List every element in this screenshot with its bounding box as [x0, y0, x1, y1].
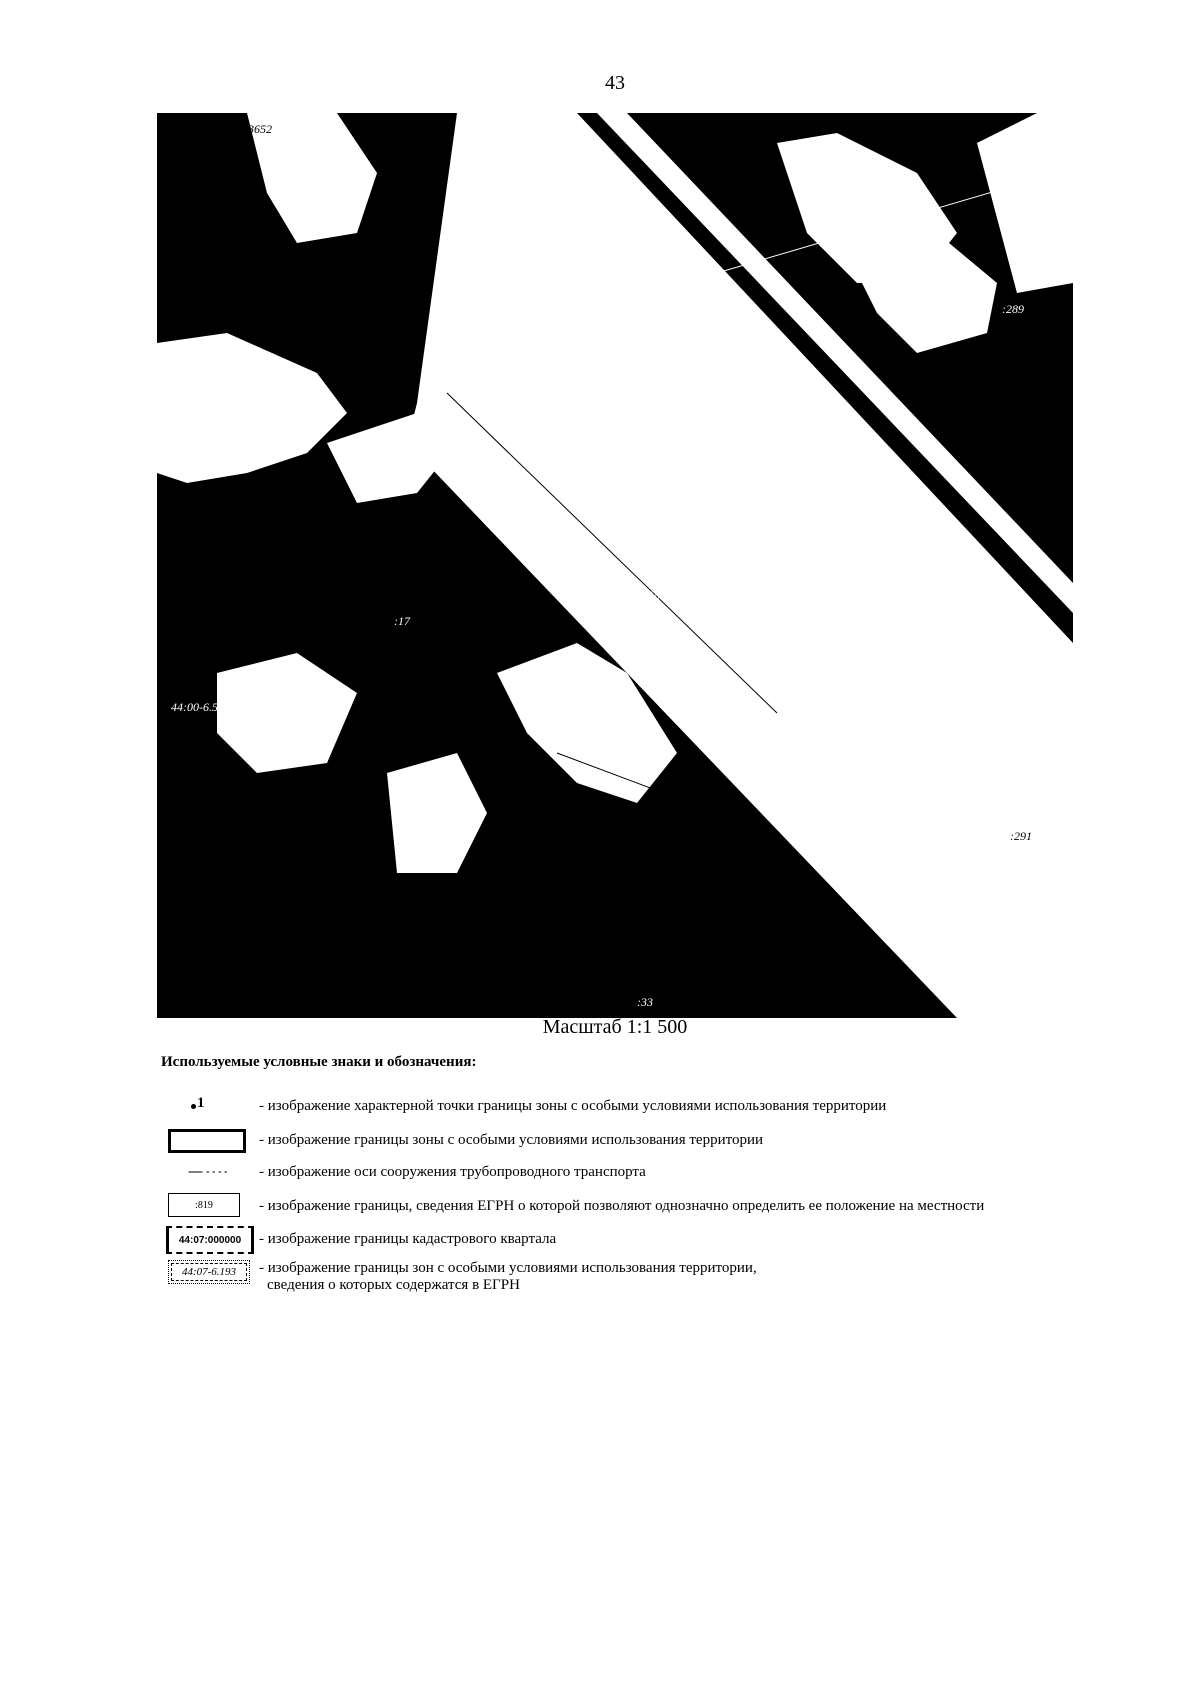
page-number: 43 — [605, 72, 625, 94]
label-corner-zone: -6.537 — [161, 113, 192, 126]
label-parcel-33: :33 — [637, 995, 653, 1009]
pipeline-axis-symbol-icon — [161, 1159, 253, 1185]
label-parcel-17: :17 — [394, 614, 410, 628]
map-image — [157, 113, 1073, 1018]
egrn-boundary-symbol-icon: :819 — [161, 1193, 253, 1219]
label-parcel-71: :71 — [650, 206, 666, 220]
label-point-4: 4 — [605, 522, 611, 536]
legend-item-text: - изображение характерной точки границы зоны с особыми условиями использования территории — [259, 1097, 887, 1114]
label-point-3: 3 — [589, 490, 595, 504]
legend-title: Используемые условные знаки и обозначения: — [161, 1054, 477, 1070]
label-parcel-72: :72 — [952, 535, 968, 549]
label-zone-3486: 44:07-6.3486 — [809, 723, 874, 737]
legend-item-point — [161, 1093, 886, 1119]
legend-item-pipeline-axis — [161, 1159, 646, 1185]
label-zone-1918: 44:07-6.1918 — [595, 588, 660, 602]
legend-item-cadastral-quarter — [161, 1226, 556, 1252]
point-symbol-icon: 1 — [197, 1095, 205, 1111]
label-point-1: 1 — [552, 577, 558, 591]
map-scale: Масштаб 1:1 500 — [542, 1016, 688, 1038]
legend-item-zone-boundary — [161, 1127, 763, 1153]
label-parcel-289: :289 — [1002, 302, 1024, 316]
legend-item-zouit-egrn — [161, 1260, 757, 1294]
legend-item-egrn-boundary — [161, 1193, 984, 1219]
label-zone-6536: 44:00-6.536 — [171, 700, 230, 714]
legend-item-text: - изображение границы кадастрового квартала — [259, 1230, 557, 1247]
label-zone-6584: 44:00-6.584 — [544, 544, 603, 558]
zone-boundary-symbol-icon — [161, 1127, 253, 1153]
label-zone-3875: 44:07-6.3875 — [595, 621, 660, 635]
legend-item-text: - изображение оси сооружения трубопроводного транспорта — [259, 1163, 646, 1180]
label-point-2: 2 — [530, 547, 536, 561]
legend-item-text: - изображение границы зоны с особыми условиями использования территории — [259, 1131, 764, 1148]
zouit-egrn-symbol-icon: 44:07-6.193 — [161, 1260, 253, 1286]
legend-item-text-continued: сведения о которых содержатся в ЕГРН — [267, 1277, 520, 1293]
label-parcel-291: :291 — [1010, 829, 1032, 843]
label-parcel-34: :34 — [501, 808, 517, 822]
legend-item-text: - изображение границы, сведения ЕГРН о которой позволяют однозначно определить ее положение на местности — [259, 1197, 985, 1214]
cadastral-quarter-symbol-icon: 44:07:000000 — [161, 1226, 253, 1252]
legend-item-text: - изображение границы зон с особыми условиями использования территории, — [259, 1260, 757, 1276]
label-zone-3652: 44:07-6.3652 — [207, 122, 272, 136]
